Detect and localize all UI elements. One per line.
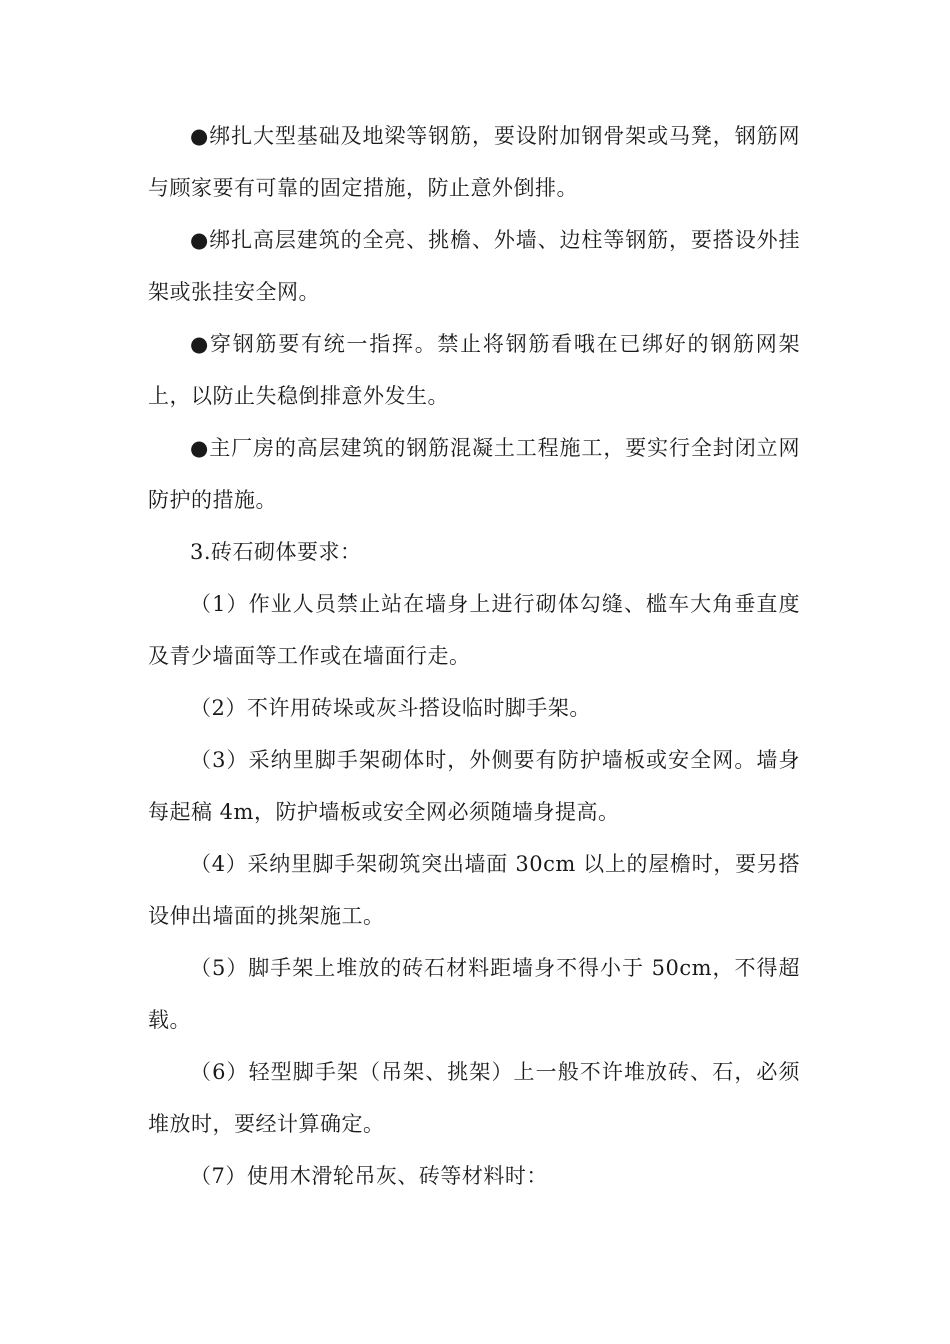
list-item-6: （6）轻型脚手架（吊架、挑架）上一般不许堆放砖、石，必须堆放时，要经计算确定。 (148, 1060, 800, 1136)
list-item-4: （4）采纳里脚手架砌筑突出墙面 30cm 以上的屋檐时，要另搭设伸出墙面的挑架施工。 (148, 852, 800, 928)
list-item-2: （2）不许用砖垛或灰斗搭设临时脚手架。 (190, 696, 591, 720)
section-heading-masonry: 3.砖石砌体要求： (190, 540, 362, 564)
paragraph-rebar-foundation: ●绑扎大型基础及地梁等钢筋，要设附加钢骨架或马凳，钢筋网与顾家要有可靠的固定措施，防止意外倒排。 (148, 124, 800, 200)
paragraph-rebar-threading: ●穿钢筋要有统一指挥。禁止将钢筋看哦在已绑好的钢筋网架上，以防止失稳倒排意外发生。 (148, 332, 800, 408)
document-body (148, 110, 800, 1202)
list-item-5: （5）脚手架上堆放的砖石材料距墙身不得小于 50cm，不得超载。 (148, 956, 800, 1032)
list-item-7: （7）使用木滑轮吊灰、砖等材料时： (190, 1164, 548, 1188)
list-item-3: （3）采纳里脚手架砌体时，外侧要有防护墙板或安全网。墙身每起稿 4m，防护墙板或安全网必须随墙身提高。 (148, 748, 800, 824)
list-item-1: （1）作业人员禁止站在墙身上进行砌体勾缝、槛车大角垂直度及青少墙面等工作或在墙面行走。 (148, 592, 800, 668)
paragraph-main-plant: ●主厂房的高层建筑的钢筋混凝土工程施工，要实行全封闭立网防护的措施。 (148, 436, 800, 512)
paragraph-rebar-highrise: ●绑扎高层建筑的全亮、挑檐、外墙、边柱等钢筋，要搭设外挂架或张挂安全网。 (148, 228, 800, 304)
